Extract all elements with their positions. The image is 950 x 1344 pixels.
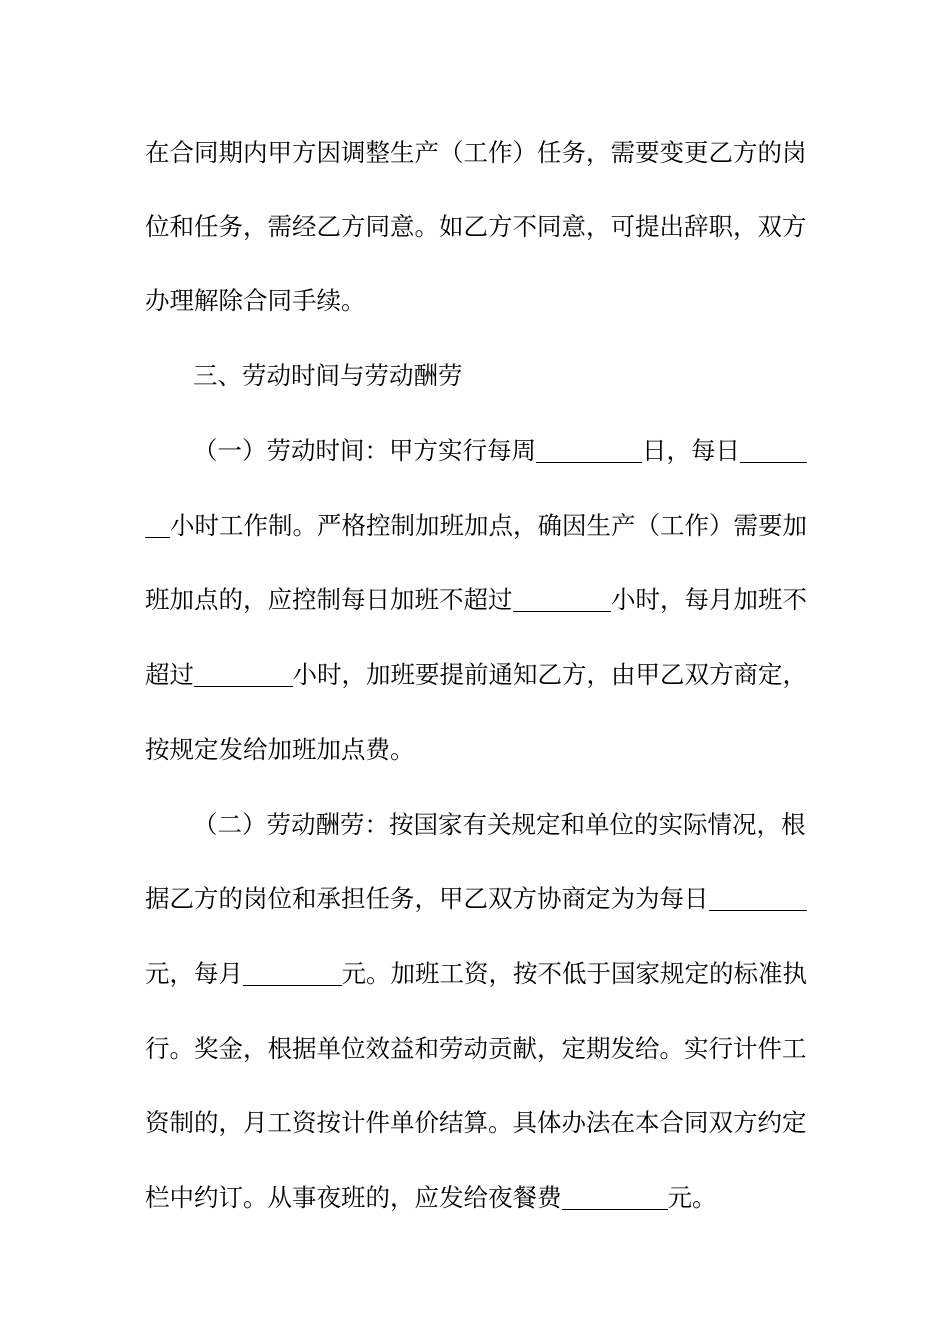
text-segment: 元，每月 <box>145 959 243 988</box>
text-segment: 班加点的，应控制每日加班不超过 <box>145 585 513 614</box>
paragraph-2-line-2 <box>145 506 807 546</box>
text-segment: 行。奖金，根据单位效益和劳动贡献，定期发给。实行计件工 <box>145 1034 807 1063</box>
fill-blank-night-meal-allowance[interactable] <box>562 1187 668 1210</box>
paragraph-2-line-3 <box>145 580 807 620</box>
text-segment: 小时，每月加班不 <box>611 585 807 614</box>
paragraph-3-line-5 <box>145 1103 807 1143</box>
paragraph-3-line-2 <box>145 879 807 919</box>
fill-blank-monthly-overtime[interactable] <box>194 664 293 687</box>
text-segment: 按规定发给加班加点费。 <box>145 735 415 764</box>
text-segment: 元。 <box>667 1183 717 1212</box>
text-segment: 栏中约订。从事夜班的，应发给夜餐费 <box>145 1183 562 1212</box>
text-segment: 据乙方的岗位和承担任务，甲乙双方协商定为为每日 <box>145 884 709 913</box>
fill-blank-monthly-wage[interactable] <box>243 963 342 986</box>
section-heading-3 <box>193 356 807 396</box>
paragraph-2-line-1 <box>193 431 807 471</box>
text-segment: 小时，加班要提前通知乙方，由甲乙双方商定， <box>292 660 807 689</box>
text-segment: 在合同期内甲方因调整生产（工作）任务，需要变更乙方的岗 <box>145 138 807 167</box>
paragraph-3-line-1 <box>193 805 807 845</box>
text-segment: 资制的，月工资按计件单价结算。具体办法在本合同双方约定 <box>145 1108 807 1137</box>
text-segment: （二）劳动酬劳：按国家有关规定和单位的实际情况，根 <box>193 810 806 839</box>
text-segment: （一）劳动时间：甲方实行每周 <box>193 436 536 465</box>
text-segment: 超过 <box>145 660 194 689</box>
paragraph-1-line-3 <box>145 281 807 321</box>
text-segment: 位和任务，需经乙方同意。如乙方不同意，可提出辞职，双方 <box>145 212 807 241</box>
text-segment: 小时工作制。严格控制加班加点，确因生产（工作）需要加 <box>170 511 807 540</box>
fill-blank-hours-per-day-cont[interactable] <box>145 515 170 538</box>
fill-blank-days-per-week[interactable] <box>536 440 642 463</box>
paragraph-2-line-4 <box>145 655 807 695</box>
fill-blank-hours-per-day[interactable] <box>740 440 807 463</box>
paragraph-2-line-5 <box>145 730 807 770</box>
fill-blank-daily-wage[interactable] <box>709 888 808 911</box>
text-segment: 日，每日 <box>642 436 740 465</box>
fill-blank-daily-overtime[interactable] <box>513 589 612 612</box>
paragraph-3-line-6 <box>145 1178 807 1218</box>
paragraph-3-line-4 <box>145 1029 807 1069</box>
paragraph-1-line-2 <box>145 207 807 247</box>
text-segment: 元。加班工资，按不低于国家规定的标准执 <box>341 959 807 988</box>
paragraph-1-line-1 <box>145 133 807 173</box>
text-segment: 办理解除合同手续。 <box>145 286 366 315</box>
paragraph-3-line-3 <box>145 954 807 994</box>
heading-text: 三、劳动时间与劳动酬劳 <box>193 361 463 390</box>
